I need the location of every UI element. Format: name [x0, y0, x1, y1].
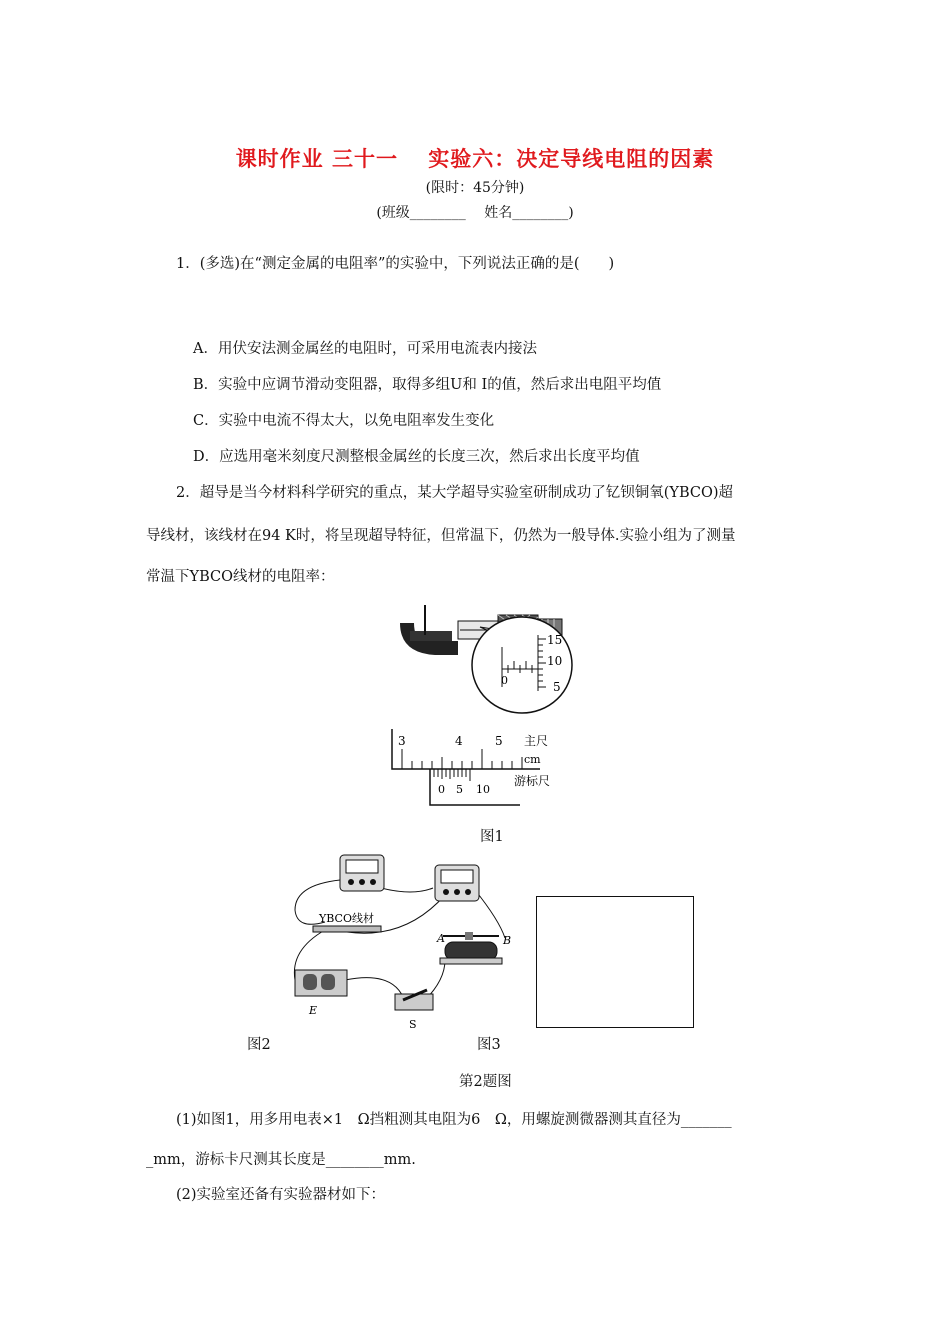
vernier-caliper-figure: [380, 727, 580, 807]
fig3-caption: 图3: [477, 1037, 501, 1053]
page-title: 课时作业 三十一 实验六：决定导线电阻的因素: [235, 147, 715, 171]
q1-stem: 1．(多选)在“测定金属的电阻率”的实验中，下列说法正确的是( ): [176, 256, 615, 272]
main-scale-tick-4: 4: [455, 734, 463, 748]
ybco-wire-label: YBCO线材: [319, 912, 374, 925]
vernier-tick-10: 10: [476, 783, 490, 796]
q2-stem-line-1: 2．超导是当今材料科学研究的重点，某大学超导实验室研制成功了钇钡铜氧(YBCO)超: [176, 485, 734, 501]
q2-part2: (2)实验室还备有实验器材如下：: [176, 1187, 386, 1203]
micrometer-tick-5: 5: [553, 680, 561, 694]
rheostat-label-a: A: [437, 932, 445, 945]
micrometer-zero: 0: [501, 674, 508, 687]
q1-option-b: B．实验中应调节滑动变阻器，取得多组U和 I的值，然后求出电阻平均值: [193, 377, 662, 393]
fig2-caption: 图2: [247, 1037, 271, 1053]
vernier-tick-0: 0: [438, 783, 445, 796]
micrometer-tick-15: 15: [547, 633, 563, 647]
q1-option-c: C．实验中电流不得太大，以免电阻率发生变化: [193, 413, 495, 429]
time-limit: (限时：45分钟): [425, 180, 525, 196]
micrometer-figure: [380, 595, 580, 725]
circuit-figure: [285, 850, 525, 1030]
micrometer-tick-10: 10: [547, 654, 563, 668]
q1-option-d: D．应选用毫米刻度尺测整根金属丝的长度三次，然后求出长度平均值: [193, 449, 640, 465]
circuit-drawing-box: [536, 896, 694, 1028]
q2-stem-line-2: 导线材，该线材在94 K时，将呈现超导特征，但常温下，仍然为一般导体.实验小组为了测量: [146, 528, 736, 544]
switch-label-s: S: [409, 1018, 417, 1030]
vernier-tick-5: 5: [456, 783, 463, 796]
question-figure-caption: 第2题图: [459, 1074, 512, 1090]
q2-part1-line-1: (1)如图1，用多用电表×1 Ω挡粗测其电阻为6 Ω，用螺旋测微器测其直径为_______: [176, 1112, 732, 1128]
fig1-caption: 图1: [480, 829, 504, 845]
q1-option-a: A．用伏安法测金属丝的电阻时，可采用电流表内接法: [193, 341, 537, 357]
q2-stem-line-3: 常温下YBCO线材的电阻率：: [146, 569, 335, 585]
main-scale-tick-3: 3: [398, 734, 406, 748]
main-scale-label: 主尺: [524, 734, 549, 748]
main-scale-tick-5: 5: [495, 734, 503, 748]
q2-part1-line-2: _mm，游标卡尺测其长度是________mm.: [146, 1152, 416, 1168]
vernier-scale-label: 游标尺: [514, 774, 551, 788]
class-name-line: (班级________ 姓名________): [376, 205, 574, 221]
battery-label-e: E: [309, 1004, 318, 1017]
rheostat-label-b: B: [503, 934, 512, 947]
main-scale-unit: cm: [524, 753, 541, 766]
